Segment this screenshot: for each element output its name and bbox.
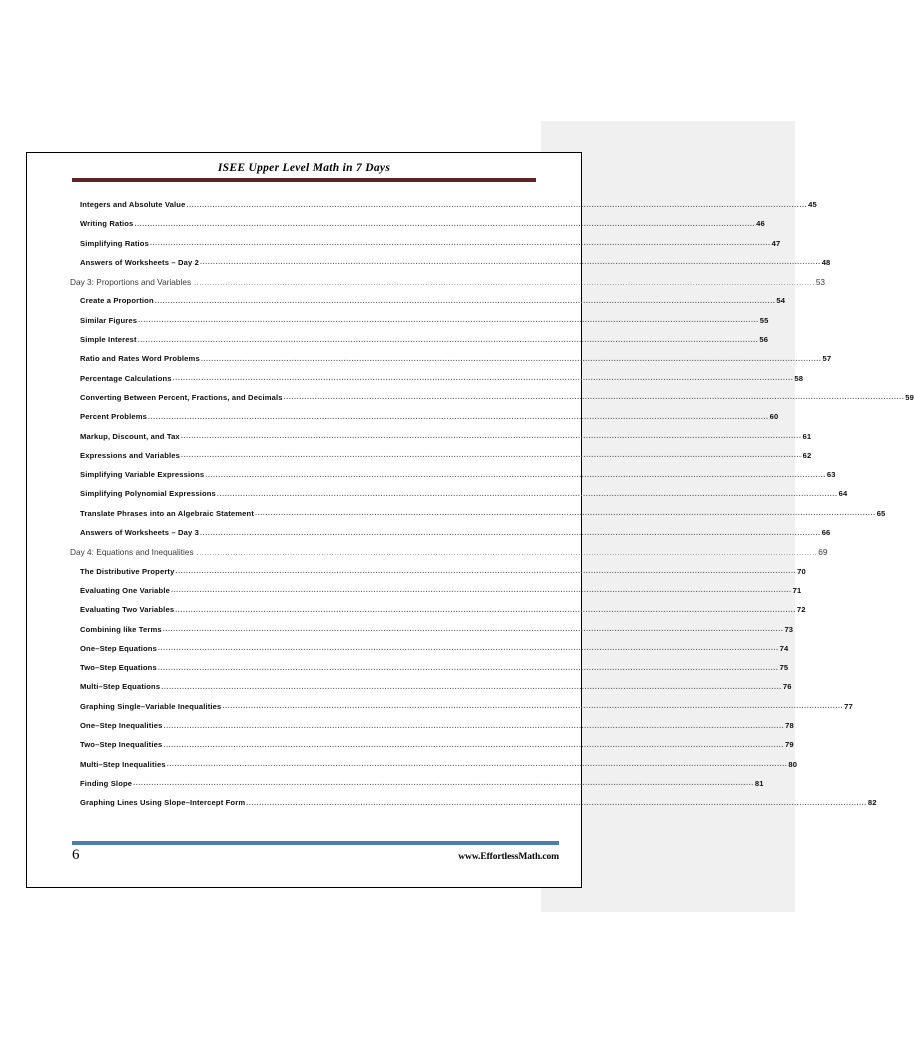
toc-entry-label: Graphing Lines Using Slope–Intercept Form [80, 798, 246, 808]
toc-leader-dots: ............................................................................................................................................................................................................................................... [255, 508, 876, 518]
toc-leader-dots: ............................................................................................................................................................................................................................................... [200, 353, 822, 363]
toc-entry[interactable] [27, 238, 781, 258]
toc-entry-label: Simplifying Ratios [80, 238, 149, 248]
toc-entry-page-number: 57 [822, 354, 832, 364]
toc-entry-page-number: 46 [756, 219, 765, 229]
toc-leader-dots: ............................................................................................................................................................................................................................................... [186, 199, 808, 209]
toc-entry[interactable] [27, 277, 826, 296]
toc-leader-dots: ............................................................................................................................................................................................................................................... [246, 797, 867, 807]
toc-entry-label: Simplifying Polynomial Expressions [80, 489, 216, 499]
toc-entry[interactable] [27, 488, 848, 508]
toc-entry-label: Graphing Single–Variable Inequalities [80, 701, 222, 711]
toc-leader-dots: ............................................................................................................................................................................................................................................... [157, 643, 779, 653]
toc-leader-dots: ............................................................................................................................................................................................................................................... [172, 373, 794, 383]
toc-entry[interactable] [27, 547, 828, 566]
toc-entry[interactable] [27, 295, 786, 315]
toc-entry-label: Multi–Step Inequalities [80, 759, 166, 769]
toc-entry[interactable] [27, 334, 769, 354]
toc-entry-label: Two–Step Inequalities [80, 740, 163, 750]
toc-entry[interactable] [27, 604, 806, 624]
toc-leader-dots: ............................................................................................................................................................................................................................................... [166, 759, 788, 769]
toc-leader-dots: ............................................................................................................................................................................................................................................... [149, 238, 771, 248]
toc-entry-label: Answers of Worksheets – Day 2 [80, 257, 200, 267]
toc-entry[interactable] [27, 450, 812, 470]
toc-entry-page-number: 48 [821, 257, 831, 267]
website-url: www.EffortlessMath.com [458, 852, 559, 862]
toc-entry-page-number: 60 [769, 412, 779, 422]
running-head-title: ISEE Upper Level Math in 7 Days [217, 162, 391, 174]
toc-leader-dots: ............................................................................................................................................................................................................................................... [137, 334, 759, 344]
toc-entry[interactable] [27, 218, 765, 238]
toc-entry-page-number: 56 [759, 335, 769, 345]
toc-entry-page-number: 47 [771, 238, 781, 248]
toc-entry-label: Percent Problems [80, 412, 147, 422]
toc-entry-page-number: 54 [776, 296, 786, 306]
toc-entry-page-number: 74 [779, 643, 789, 653]
toc-entry-label: One–Step Inequalities [80, 721, 163, 731]
toc-entry-label: Similar Figures [80, 315, 138, 325]
page-footer [27, 841, 581, 887]
toc-entry-page-number: 58 [794, 373, 804, 383]
toc-entry-label: Converting Between Percent, Fractions, and Decimals [80, 392, 283, 402]
toc-entry-label: Finding Slope [80, 778, 133, 788]
toc-entry[interactable] [27, 315, 769, 335]
toc-leader-dots: ............................................................................................................................................................................................................................................... [138, 315, 759, 325]
footer-row [27, 845, 581, 887]
toc-entry-page-number: 75 [779, 663, 789, 673]
toc-entry-label: Markup, Discount, and Tax [80, 431, 180, 441]
toc-entry-label: Percentage Calculations [80, 373, 172, 383]
toc-entry-label: Ratio and Rates Word Problems [80, 354, 200, 364]
toc-entry[interactable] [27, 431, 812, 451]
toc-entry-page-number: 69 [818, 547, 828, 558]
toc-entry[interactable] [27, 257, 831, 277]
toc-entry-page-number: 61 [802, 431, 812, 441]
toc-leader-dots: ............................................................................................................................................................................................................................................... [283, 392, 905, 402]
page-number: 6 [72, 847, 80, 863]
toc-entry[interactable] [27, 411, 779, 431]
toc-entry[interactable] [27, 373, 804, 393]
toc-entry-page-number: 66 [821, 528, 831, 538]
toc-leader-dots: ............................................................................................................................................................................................................................................... [170, 585, 792, 595]
toc-leader-dots: ............................................................................................................................................................................................................................................... [133, 778, 754, 788]
toc-entry-page-number: 80 [788, 759, 798, 769]
toc-leader-dots: ............................................................................................................................................................................................................................................... [175, 604, 796, 614]
toc-entry-page-number: 79 [785, 740, 794, 750]
toc-entry-page-number: 76 [782, 682, 792, 692]
toc-entry-page-number: 71 [792, 585, 802, 595]
toc-entry-label: Evaluating One Variable [80, 585, 170, 595]
toc-entry-page-number: 62 [802, 450, 812, 460]
toc-entry[interactable] [27, 353, 832, 373]
toc-entry[interactable] [27, 566, 806, 586]
toc-entry[interactable] [27, 643, 789, 663]
toc-entry[interactable] [27, 392, 914, 412]
toc-entry[interactable] [27, 662, 789, 682]
page-header [27, 153, 581, 182]
toc-entry-label: Translate Phrases into an Algebraic Statement [80, 508, 255, 518]
toc-leader-dots: ............................................................................................................................................................................................................................................... [161, 681, 782, 691]
toc-entry-page-number: 78 [785, 721, 794, 731]
toc-leader-dots: ............................................................................................................................................................................................................................................... [147, 411, 769, 421]
toc-entry[interactable] [27, 681, 792, 701]
toc-entry-label: Answers of Worksheets – Day 3 [80, 528, 200, 538]
toc-leader-dots: ............................................................................................................................................................................................................................................... [200, 527, 821, 537]
toc-entry[interactable] [27, 778, 764, 798]
toc-entry-page-number: 55 [759, 315, 769, 325]
toc-leader-dots: ............................................................................................................................................................................................................................................... [175, 566, 797, 576]
toc-leader-dots: ............................................................................................................................................................................................................................................... [163, 739, 785, 749]
toc-leader-dots: ............................................................................................................................................................................................................................................... [196, 547, 818, 557]
toc-entry-page-number: 65 [876, 508, 886, 518]
header-rule [72, 178, 536, 182]
toc-entry-page-number: 82 [867, 798, 877, 808]
toc-entry[interactable] [27, 527, 831, 547]
toc-entry-label: One–Step Equations [80, 643, 157, 653]
toc-leader-dots: ............................................................................................................................................................................................................................................... [180, 450, 802, 460]
toc-entry[interactable] [27, 585, 802, 605]
toc-entry-label: Writing Ratios [80, 219, 134, 229]
toc-entry-page-number: 53 [815, 277, 826, 288]
toc-entry-page-number: 81 [754, 778, 764, 788]
toc-entry[interactable] [27, 701, 853, 721]
toc-entry-label: Combining like Terms [80, 624, 162, 634]
toc-entry[interactable] [27, 797, 877, 817]
toc-entry[interactable] [27, 739, 794, 759]
toc-entry[interactable] [27, 199, 817, 219]
toc-leader-dots: ............................................................................................................................................................................................................................................... [194, 277, 815, 287]
table-of-contents [27, 199, 914, 818]
toc-leader-dots: ............................................................................................................................................................................................................................................... [200, 257, 821, 267]
toc-entry-page-number: 77 [844, 701, 853, 711]
toc-entry-label: Evaluating Two Variables [80, 605, 175, 615]
toc-entry-label: Simple Interest [80, 335, 137, 345]
toc-entry[interactable] [27, 759, 798, 779]
toc-leader-dots: ............................................................................................................................................................................................................................................... [180, 431, 802, 441]
toc-entry-page-number: 45 [808, 200, 817, 209]
toc-leader-dots: ............................................................................................................................................................................................................................................... [216, 488, 838, 498]
toc-leader-dots: ............................................................................................................................................................................................................................................... [222, 701, 844, 711]
toc-entry-label: Simplifying Variable Expressions [80, 470, 205, 480]
toc-leader-dots: ............................................................................................................................................................................................................................................... [163, 720, 785, 730]
toc-leader-dots: ............................................................................................................................................................................................................................................... [154, 295, 776, 305]
toc-entry-label: Day 3: Proportions and Variables [70, 277, 192, 288]
toc-entry[interactable] [27, 469, 836, 489]
toc-leader-dots: ............................................................................................................................................................................................................................................... [162, 624, 784, 634]
toc-leader-dots: ............................................................................................................................................................................................................................................... [157, 662, 779, 672]
toc-entry-page-number: 73 [784, 624, 794, 634]
toc-entry-page-number: 70 [797, 566, 806, 576]
toc-leader-dots: ............................................................................................................................................................................................................................................... [205, 469, 826, 479]
toc-entry-page-number: 72 [796, 605, 806, 615]
toc-entry[interactable] [27, 508, 886, 528]
toc-entry-label: Expressions and Variables [80, 450, 180, 460]
toc-leader-dots: ............................................................................................................................................................................................................................................... [134, 218, 756, 228]
toc-entry-label: Create a Proportion [80, 296, 154, 306]
toc-entry-label: The Distributive Property [80, 566, 175, 576]
toc-entry-label: Multi–Step Equations [80, 682, 161, 692]
toc-entry-page-number: 64 [838, 489, 848, 499]
toc-entry[interactable] [27, 720, 794, 740]
document-page [26, 152, 914, 888]
toc-entry-label: Integers and Absolute Value [80, 200, 186, 209]
toc-entry[interactable] [27, 624, 794, 644]
toc-entry-label: Two–Step Equations [80, 663, 157, 673]
toc-entry-page-number: 59 [905, 392, 914, 402]
toc-entry-label: Day 4: Equations and Inequalities [70, 547, 194, 558]
toc-entry-page-number: 63 [826, 470, 836, 480]
